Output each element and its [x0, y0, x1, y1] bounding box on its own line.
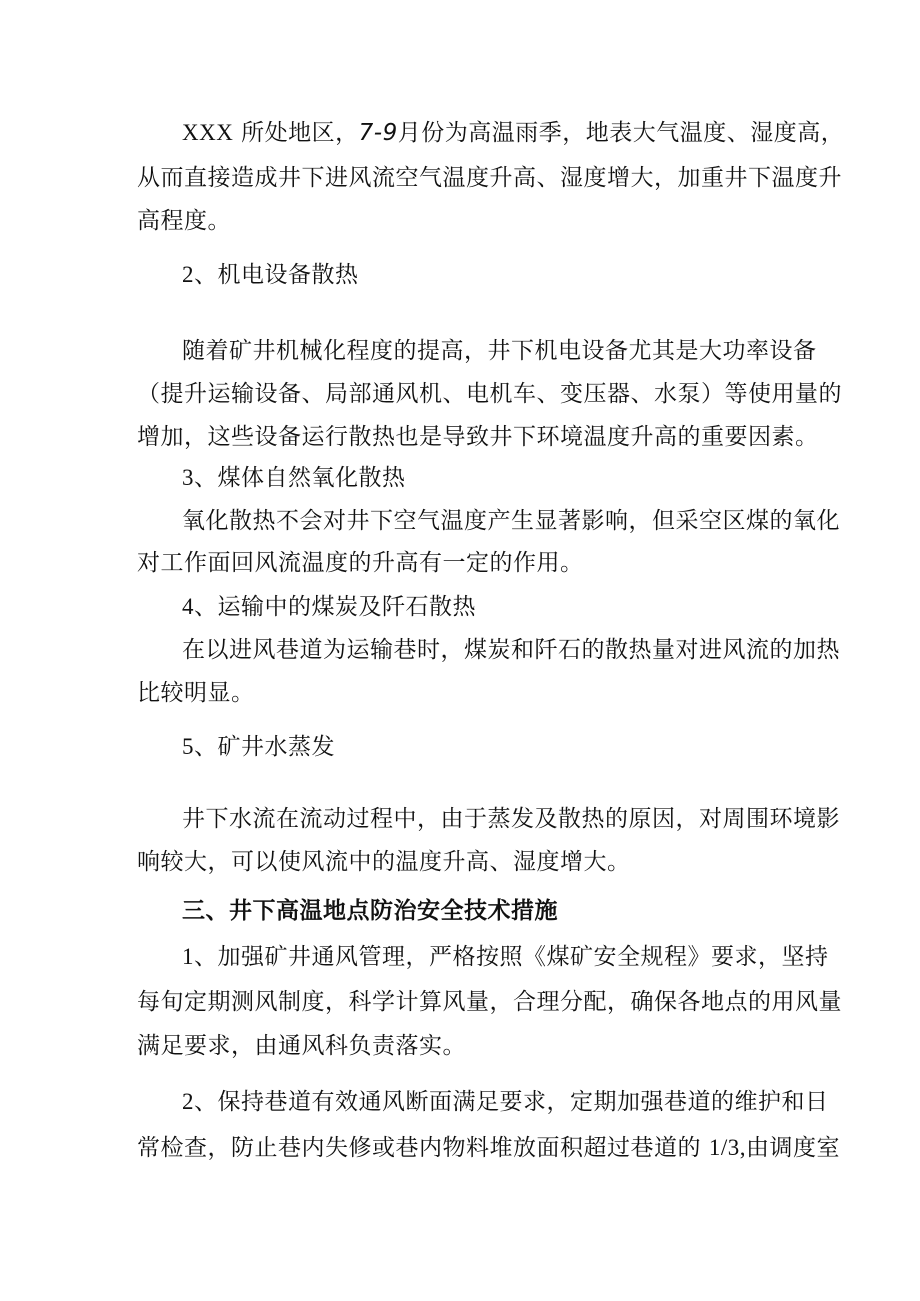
section-5-body-line-2: 响较大，可以使风流中的温度升高、湿度增大。 — [137, 849, 631, 875]
para-climate-line-2: 从而直接造成井下进风流空气温度升高、湿度增大，加重井下温度升 — [137, 165, 842, 191]
measure-1-line-1: 1、加强矿井通风管理，严格按照《煤矿安全规程》要求，坚持 — [182, 944, 829, 970]
measure-number: 2、 — [182, 1089, 218, 1114]
section-2-body-line-2: （提升运输设备、局部通风机、电机车、变压器、水泵）等使用量的 — [137, 381, 842, 407]
measure-2-line-2: 常检查，防止巷内失修或巷内物料堆放面积超过巷道的 1/3,由调度室 — [137, 1135, 840, 1161]
section-4-title: 4、运输中的煤炭及阡石散热 — [182, 594, 476, 620]
section-2-title: 2、机电设备散热 — [182, 262, 359, 288]
section-4-body-line-1: 在以进风巷道为运输巷时，煤炭和阡石的散热量对进风流的加热 — [182, 637, 840, 663]
month-range: 7-9 — [358, 120, 398, 146]
section-3-body-line-1: 氧化散热不会对井下空气温度产生显著影响，但采空区煤的氧化 — [182, 508, 840, 534]
measure-1-line-2: 每旬定期测风制度，科学计算风量，合理分配，确保各地点的用风量 — [137, 989, 842, 1015]
section-3-title: 3、煤体自然氧化散热 — [182, 465, 406, 491]
section-2-body-line-3: 增加，这些设备运行散热也是导致井下环境温度升高的重要因素。 — [137, 424, 819, 450]
measure-number: 1、 — [182, 944, 218, 969]
fraction-value: 1/3, — [708, 1135, 746, 1160]
section-5-body-line-1: 井下水流在流动过程中，由于蒸发及散热的原因，对周围环境影 — [182, 806, 840, 832]
para-climate-line-1: XXX 所处地区，7-9月份为高温雨季，地表大气温度、湿度高， — [182, 120, 845, 146]
section-number: 4、 — [182, 594, 218, 619]
section-4-body-line-2: 比较明显。 — [137, 680, 255, 706]
section-5-title: 5、矿井水蒸发 — [182, 734, 335, 760]
region-placeholder: XXX — [182, 120, 234, 145]
measure-2-line-1: 2、保持巷道有效通风断面满足要求，定期加强巷道的维护和日 — [182, 1089, 829, 1115]
section-2-body-line-1: 随着矿井机械化程度的提高，井下机电设备尤其是大功率设备 — [182, 338, 817, 364]
section-number: 2、 — [182, 262, 218, 287]
part-3-heading: 三、井下高温地点防治安全技术措施 — [182, 898, 558, 924]
section-number: 3、 — [182, 465, 218, 490]
section-number: 5、 — [182, 734, 218, 759]
section-3-body-line-2: 对工作面回风流温度的升高有一定的作用。 — [137, 550, 584, 576]
para-climate-line-3: 高程度。 — [137, 208, 231, 234]
measure-1-line-3: 满足要求，由通风科负责落实。 — [137, 1033, 466, 1059]
